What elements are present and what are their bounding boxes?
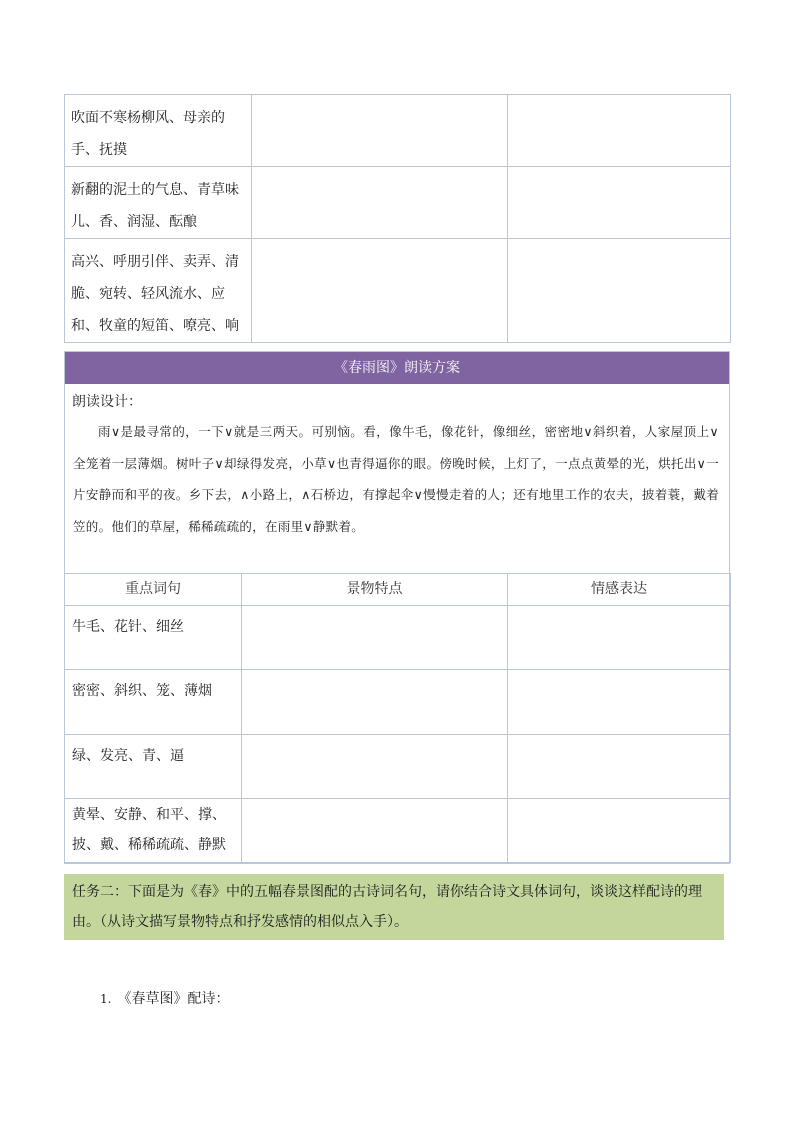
emotion-cell[interactable]: [508, 799, 731, 863]
header-key-words: 重点词句: [65, 574, 242, 606]
table-row: [65, 95, 731, 167]
emotion-cell[interactable]: [508, 239, 731, 343]
reading-passage: 雨∨是最寻常的，一下∨就是三两天。可别恼。看，像牛毛，像花针，像细丝，密密地∨斜织着，人家屋顶上∨全笼着一层薄烟。树叶子∨却绿得发亮，小草∨也青得逼你的眼。傍晚时候，上灯了，一点点黄晕的光，烘托出∨一片安静而和平的夜。乡下去，∧小路上，∧石桥边，有撑起伞∨慢慢走着的人；还有地里工作的农夫，披着蓑，戴着笠的。他们的草屋，稀稀疏疏的，在雨里∨静默着。: [73, 424, 719, 534]
table-row: [65, 799, 731, 863]
scene-feature-cell[interactable]: [242, 606, 508, 670]
key-words-cell: 牛毛、花针、细丝: [65, 606, 242, 670]
table-header-row: [65, 574, 731, 606]
key-words-cell: 绿、发亮、青、逼: [65, 735, 242, 799]
table-row: [65, 239, 731, 343]
spring-sound-scent-table: [64, 94, 731, 343]
plan-title: 《春雨图》朗读方案: [65, 352, 729, 384]
task-two-banner: 任务二：下面是为《春》中的五幅春景图配的古诗词名句，请你结合诗文具体词句，谈谈这样配诗的理由。（从诗文描写景物特点和抒发感情的相似点入手）。: [64, 874, 724, 940]
spring-rain-reading-plan: [64, 351, 730, 864]
key-words-cell: 密密、斜织、笼、薄烟: [65, 670, 242, 735]
key-words-cell: 吹面不寒杨柳风、母亲的手、抚摸: [65, 95, 252, 167]
scene-feature-cell[interactable]: [252, 95, 508, 167]
spring-rain-analysis-table: [64, 573, 731, 863]
scene-feature-cell[interactable]: [252, 239, 508, 343]
key-words-cell: 黄晕、安静、和平、撑、披、戴、稀稀疏疏、静默: [65, 799, 242, 863]
table-row: [65, 606, 731, 670]
reading-design-label: 朗读设计：: [72, 394, 142, 410]
header-emotion: 情感表达: [508, 574, 731, 606]
table-row: [65, 167, 731, 239]
key-words-cell: 新翻的泥土的气息、青草味儿、香、润湿、酝酿: [65, 167, 252, 239]
question-text: 《春草图》配诗：: [117, 991, 230, 1007]
scene-feature-cell[interactable]: [252, 167, 508, 239]
scene-feature-cell[interactable]: [242, 670, 508, 735]
question-number: 1.: [100, 992, 112, 1006]
table-row: [65, 735, 731, 799]
emotion-cell[interactable]: [508, 167, 731, 239]
header-scene: 景物特点: [242, 574, 508, 606]
scene-feature-cell[interactable]: [242, 735, 508, 799]
table-row: [65, 670, 731, 735]
emotion-cell[interactable]: [508, 606, 731, 670]
scene-feature-cell[interactable]: [242, 799, 508, 863]
key-words-cell: 高兴、呼朋引伴、卖弄、清脆、宛转、轻风流水、应和、牧童的短笛、嘹亮、响: [65, 239, 252, 343]
question-one: [100, 989, 229, 1009]
emotion-cell[interactable]: [508, 670, 731, 735]
emotion-cell[interactable]: [508, 735, 731, 799]
emotion-cell[interactable]: [508, 95, 731, 167]
